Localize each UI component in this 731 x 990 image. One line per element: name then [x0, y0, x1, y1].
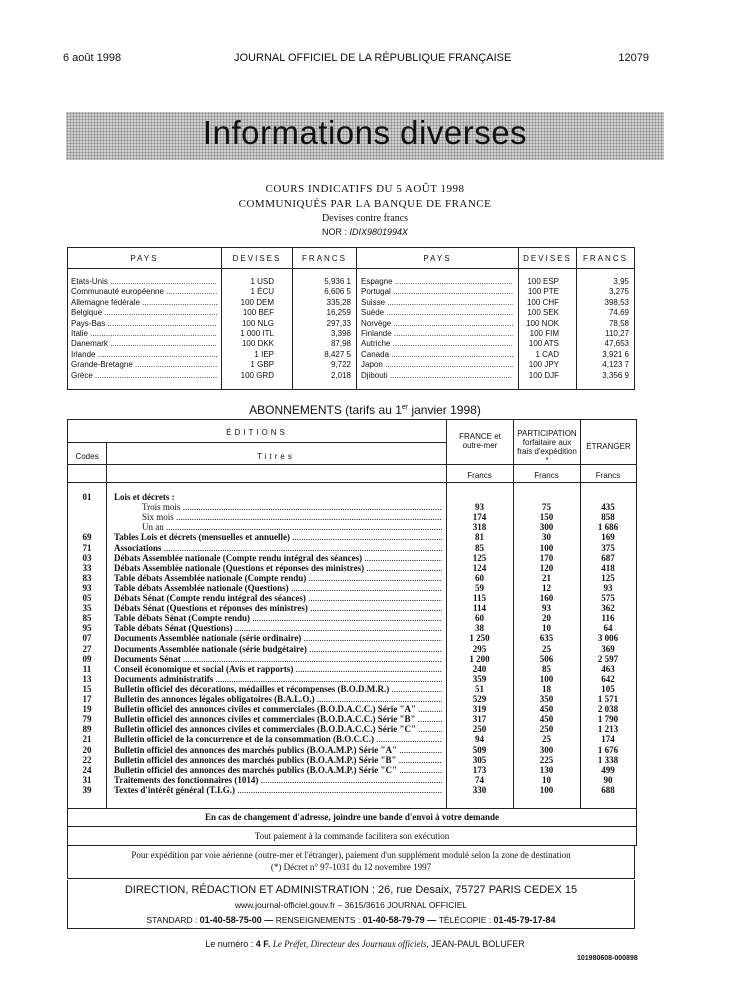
edition-title: Lois et décrets : — [114, 492, 175, 502]
price-participation: 20 — [542, 613, 551, 624]
price-participation: 450 — [539, 704, 554, 715]
cours-devises: Devises contre francs — [321, 213, 409, 224]
price-france: 60 — [475, 613, 484, 624]
price-etranger: 1 571 — [597, 694, 619, 704]
edition-code: 09 — [82, 653, 92, 664]
edition-code: 11 — [82, 663, 92, 674]
price-etranger: 858 — [601, 512, 615, 523]
price-etranger: 375 — [601, 542, 615, 553]
price-france: 174 — [472, 512, 487, 523]
section-banner — [66, 112, 664, 160]
edition-title: Débats Assemblée nationale (Compte rendu intégral des séances) ..... — [114, 553, 442, 564]
price-participation: 350 — [539, 694, 554, 704]
price-etranger: 369 — [601, 643, 615, 654]
currency-row — [71, 339, 351, 349]
country-name: Suède ..... — [361, 308, 513, 318]
edition-title: Un an ..... — [142, 522, 442, 533]
currency-row — [71, 287, 351, 297]
price-etranger: 125 — [601, 572, 615, 583]
col-francs-2: FRANCS — [583, 254, 628, 263]
edition-code: 85 — [82, 613, 92, 624]
website: www.journal-officiel.gouv.fr – 3615/3616 JOURNAL OFFICIEL — [234, 900, 468, 910]
col-codes: Codes — [75, 452, 99, 461]
price-etranger: 3 006 — [597, 633, 619, 644]
edition-code: 20 — [82, 744, 92, 755]
edition-title: Trois mois ..... — [142, 502, 442, 513]
currency-code: 100 DEM — [240, 297, 274, 307]
price-participation: 12 — [542, 582, 551, 593]
price-participation: 30 — [542, 532, 551, 543]
unit-etranger: Francs — [595, 471, 621, 480]
country-name: Grande-Bretagne ..... — [71, 360, 217, 370]
country-name: Finlande ..... — [361, 329, 513, 339]
price-participation: 160 — [539, 593, 554, 603]
price-etranger: 116 — [601, 613, 615, 624]
rate-value: 3,356 9 — [602, 370, 629, 380]
country-name: Allemagne fédérale ..... — [71, 298, 217, 308]
price-france: 318 — [472, 522, 487, 533]
price-france: 250 — [472, 724, 487, 735]
currency-row — [361, 350, 629, 360]
edition-title: Bulletin officiel des annonces civiles et commerciales (B.O.D.A.C.C.) Série "A" ..... — [114, 704, 442, 715]
col-etranger: ÉTRANGER — [586, 442, 631, 451]
price-etranger: 362 — [601, 603, 615, 614]
price-france: 1 250 — [469, 633, 490, 644]
edition-code: 89 — [82, 724, 92, 735]
currency-row — [71, 360, 351, 370]
country-name: Danemark ..... — [71, 339, 217, 349]
edition-title: Six mois ..... — [142, 512, 442, 523]
price-france: 93 — [475, 502, 484, 513]
decret-text: (*) Décret n° 97-1031 du 12 novembre 1997 — [270, 862, 432, 872]
col-pays-2: PAYS — [423, 254, 452, 263]
currency-table — [67, 247, 635, 390]
payment-note: Tout paiement à la commande facilitera son exécution — [67, 827, 637, 846]
currency-code: 100 JPY — [528, 360, 559, 370]
country-name: Espagne ..... — [361, 277, 513, 287]
address-change-note: En cas de changement d'adresse, joindre une bande d'envoi à votre demande — [67, 808, 637, 827]
col-devises-2: DEVISES — [523, 254, 572, 263]
edition-title: Bulletin officiel de la concurrence et de la consommation (B.O.C.C.) ..... — [114, 734, 442, 745]
currency-code: 100 DKK — [241, 339, 274, 349]
rate-value: 16,259 — [326, 308, 351, 318]
price-participation: 25 — [542, 734, 551, 745]
edition-title: Documents Sénat ..... — [114, 654, 442, 665]
edition-code: 17 — [82, 694, 92, 704]
currency-row — [71, 298, 351, 308]
unit-participation: Francs — [534, 471, 559, 480]
edition-code: 79 — [82, 714, 92, 725]
edition-title: Débats Sénat (Compte rendu intégral des séances) ..... — [114, 593, 442, 604]
shipping-note — [67, 846, 635, 879]
price-etranger: 174 — [601, 734, 615, 745]
issue-date: 6 août 1998 — [63, 52, 122, 64]
page-header — [63, 52, 649, 66]
rate-value: 2,018 — [330, 370, 351, 380]
price-etranger: 1 790 — [597, 714, 619, 725]
price-participation: 250 — [539, 724, 554, 735]
edition-code: 27 — [82, 643, 92, 654]
rate-value: 5,936 1 — [324, 277, 351, 286]
price-etranger: 688 — [601, 784, 615, 795]
nor-value: IDIX9801994X — [349, 227, 409, 237]
price-france: 125 — [472, 552, 487, 563]
edition-code: 39 — [82, 784, 92, 795]
price-france: 59 — [475, 582, 484, 593]
edition-code: 69 — [82, 532, 92, 543]
edition-title: Débats Sénat (Questions et réponses des ministres) ..... — [114, 603, 442, 614]
currency-code: 100 ATS — [528, 339, 559, 349]
rate-value: 78,58 — [608, 318, 629, 328]
rate-value: 47,653 — [604, 339, 629, 349]
edition-code: 95 — [82, 623, 92, 634]
price-etranger: 687 — [601, 552, 615, 563]
prefet: Le Préfet, Directeur des Journaux officiels, — [272, 939, 429, 949]
currency-row — [361, 298, 629, 308]
currency-row — [361, 371, 629, 381]
currency-row — [361, 319, 629, 329]
expedition-text: Pour expédition par voie aérienne (outre-mer et l'étranger), paiement d'un supplément modulé selon la zone de destination — [131, 850, 571, 860]
abonnements-title: ABONNEMENTS (tarifs au 1er janvier 1998) — [249, 403, 481, 417]
currency-row — [361, 360, 629, 370]
price-participation: 85 — [542, 663, 551, 674]
edition-title: Table débats Sénat (Questions) ..... — [114, 623, 442, 634]
edition-title: Tables Lois et décrets (mensuelles et annuelle) ..... — [114, 532, 442, 543]
price-france: 319 — [472, 704, 487, 715]
price-france: 115 — [472, 593, 486, 603]
currency-code: 100 ESP — [527, 277, 559, 286]
rate-value: 87,98 — [330, 339, 351, 349]
issue-price: Le numéro : 4 F. Le Préfet, Directeur des Journaux officiels, JEAN-PAUL BOLUFER — [205, 939, 525, 949]
price-france: 173 — [472, 764, 487, 775]
currency-row — [71, 329, 351, 339]
country-name: Etats-Unis ..... — [71, 277, 217, 287]
rate-value: 8,427 5 — [324, 349, 351, 359]
edition-title: Bulletin officiel des annonces civiles et commerciales (B.O.D.A.C.C.) Série "B" ..... — [114, 714, 442, 725]
phone-numbers: STANDARD : 01-40-58-75-00 — RENSEIGNEMENTS : 01-40-58-79-79 — TÉLÉCOPIE : 01-45-79-17-84 — [146, 915, 556, 925]
currency-code: 100 NOK — [526, 318, 559, 328]
edition-code: 05 — [82, 593, 92, 603]
currency-code: 100 GRD — [240, 370, 274, 380]
price-participation: 635 — [539, 633, 554, 644]
col-francs: FRANCS — [302, 254, 347, 263]
price-participation: 100 — [539, 784, 554, 795]
edition-title: Bulletin des annonces légales obligatoires (B.A.L.O.) ..... — [114, 694, 442, 705]
country-name: Communauté européenne ..... — [71, 287, 217, 297]
price-etranger: 1 686 — [597, 522, 619, 533]
edition-title: Conseil économique et social (Avis et rapports) ..... — [114, 664, 442, 675]
edition-code: 35 — [82, 603, 92, 614]
unit-france: Francs — [467, 471, 492, 480]
rate-value: 74,69 — [608, 308, 629, 318]
price-france: 94 — [475, 734, 484, 745]
country-name: Pays-Bas ..... — [71, 319, 217, 329]
price-etranger: 463 — [601, 663, 615, 674]
edition-title: Bulletin officiel des annonces civiles et commerciales (B.O.D.A.C.C.) Série "C" ..... — [114, 724, 442, 735]
price-etranger: 418 — [601, 562, 615, 573]
price-participation: 120 — [539, 562, 554, 573]
rate-value: 4,123 7 — [602, 360, 629, 370]
edition-title: Associations ..... — [114, 543, 442, 554]
price-participation: 225 — [539, 754, 554, 765]
edition-code: 83 — [82, 572, 92, 583]
price-etranger: 575 — [601, 593, 615, 603]
currency-code: 1 GBP — [250, 360, 274, 370]
edition-title: Documents Assemblée nationale (série ordinaire) ..... — [114, 633, 442, 644]
price-participation: 21 — [542, 572, 551, 583]
currency-row — [361, 277, 629, 287]
country-name: Belgique ..... — [71, 308, 217, 318]
price-participation: 10 — [542, 623, 551, 634]
currency-code: 100 BEF — [242, 308, 274, 318]
currency-row — [71, 371, 351, 381]
price-participation: 450 — [539, 714, 554, 725]
nor-label: NOR : — [321, 227, 347, 237]
price-participation: 170 — [539, 552, 554, 563]
price-etranger: 64 — [603, 623, 613, 634]
col-devises: DEVISES — [232, 254, 282, 263]
country-name: Norvège ..... — [361, 319, 513, 329]
document-reference: 101980608-000898 — [577, 955, 638, 962]
price-france: 330 — [472, 784, 487, 795]
edition-title: Documents administratifs ..... — [114, 674, 442, 685]
currency-code: 100 PTE — [527, 287, 559, 297]
rate-value: 3,921 6 — [602, 349, 629, 359]
price-etranger: 499 — [601, 764, 615, 775]
price-france: 81 — [475, 532, 484, 543]
price-etranger: 435 — [601, 502, 615, 513]
price-etranger: 169 — [601, 532, 615, 543]
country-name: Djibouti ..... — [361, 371, 513, 381]
edition-code: 31 — [82, 774, 92, 785]
edition-code: 93 — [82, 582, 92, 593]
price-france: 38 — [475, 623, 484, 634]
price-france: 60 — [475, 572, 484, 583]
col-pays: PAYS — [130, 254, 159, 263]
price-etranger: 93 — [603, 582, 613, 593]
edition-code: 24 — [82, 764, 92, 775]
price-participation: 300 — [539, 522, 554, 533]
currency-code: 100 DJF — [528, 370, 559, 380]
edition-title: Bulletin officiel des annonces des marchés publics (B.O.A.M.P.) Série "B" ..... — [114, 755, 442, 766]
cours-title: COURS INDICATIFS DU 5 AOÛT 1998 — [265, 183, 465, 195]
country-name: Italie ..... — [71, 329, 217, 339]
price-etranger: 2 038 — [597, 704, 619, 715]
price-france: 74 — [475, 774, 484, 785]
price-etranger: 1 338 — [597, 754, 619, 765]
contact-box — [67, 880, 635, 929]
price-france: 295 — [472, 643, 487, 654]
standard-number: 01-40-58-75-00 — [199, 915, 262, 925]
rate-value: 3,275 — [608, 287, 629, 297]
edition-title: Table débats Sénat (Compte rendu) ..... — [114, 613, 442, 624]
edition-code: 71 — [82, 542, 92, 553]
col-participation: PARTICIPATION forfaitaire aux frais d'expédition * — [517, 429, 577, 465]
price-participation: 93 — [542, 603, 551, 614]
price-etranger: 1 676 — [597, 744, 619, 755]
edition-code: 13 — [82, 673, 92, 684]
price-france: 85 — [475, 542, 484, 553]
currency-row — [71, 308, 351, 318]
col-editions: ÉDITIONS — [226, 428, 288, 437]
country-name: Autriche ..... — [361, 339, 513, 349]
direction-address: DIRECTION, RÉDACTION ET ADMINISTRATION : 26, rue Desaix, 75727 PARIS CEDEX 15 — [124, 884, 578, 896]
edition-title: Bulletin officiel des décorations, médailles et récompenses (B.O.D.M.R.) ..... — [114, 684, 442, 695]
rate-value: 110,27 — [605, 329, 629, 338]
country-name: Portugal ..... — [361, 287, 513, 297]
price-france: 529 — [472, 694, 487, 704]
cours-subtitle: COMMUNIQUÉS PAR LA BANQUE DE FRANCE — [238, 198, 492, 210]
price-participation: 130 — [539, 764, 554, 775]
subscription-row — [68, 785, 636, 796]
currency-row — [71, 319, 351, 329]
subscription-table — [67, 419, 637, 809]
edition-code: 19 — [82, 704, 92, 715]
rate-value: 3,398 — [330, 329, 351, 338]
country-name: Japon ..... — [361, 360, 513, 370]
currency-code: 100 CHF — [526, 297, 559, 307]
edition-title: Bulletin officiel des annonces des marchés publics (B.O.A.M.P.) Série "C" ..... — [114, 765, 442, 776]
rate-value: 335,28 — [326, 297, 351, 307]
edition-code: 01 — [82, 492, 92, 502]
price-etranger: 105 — [601, 683, 615, 694]
price-etranger: 2 597 — [597, 653, 619, 664]
price-etranger: 642 — [601, 673, 615, 684]
edition-code: 33 — [82, 562, 92, 573]
price-participation: 18 — [542, 683, 551, 694]
col-france: FRANCE et outre-mer — [459, 432, 501, 450]
currency-code: 100 SEK — [527, 308, 559, 318]
price-participation: 10 — [542, 774, 551, 785]
price-france: 317 — [472, 714, 487, 725]
country-name: Irlande ..... — [71, 350, 217, 360]
rate-value: 297,33 — [326, 318, 351, 328]
edition-title: Table débats Assemblée nationale (Compte rendu) ..... — [114, 573, 442, 584]
price-etranger: 1 213 — [597, 724, 619, 735]
renseignements-number: 01-40-58-79-79 — [362, 915, 425, 925]
edition-title: Bulletin officiel des annonces des marchés publics (B.O.A.M.P.) Série "A" ..... — [114, 745, 442, 756]
price-participation: 150 — [539, 512, 554, 523]
prefet-name: JEAN-PAUL BOLUFER — [431, 939, 525, 949]
edition-code: 03 — [82, 552, 92, 563]
edition-title: Documents Assemblée nationale (série budgétaire) ..... — [114, 644, 442, 655]
section-title: Informations diverses — [202, 114, 528, 151]
rate-value: 9,722 — [330, 360, 351, 370]
currency-row — [71, 277, 351, 287]
country-name: Canada ..... — [361, 350, 513, 360]
price-participation: 75 — [542, 502, 551, 513]
country-name: Suisse ..... — [361, 298, 513, 308]
edition-title: Table débats Assemblée nationale (Questions) ..... — [114, 583, 442, 594]
currency-code: 1 CAD — [535, 349, 559, 359]
currency-row — [361, 339, 629, 349]
currency-row — [361, 329, 629, 339]
currency-row — [361, 308, 629, 318]
price-france: 359 — [472, 673, 487, 684]
price-france: 124 — [472, 562, 487, 573]
edition-title: Textes d'intérêt général (T.I.G.) ..... — [114, 785, 442, 796]
price-france: 509 — [472, 744, 487, 755]
price-france: 51 — [475, 683, 484, 694]
rate-value: 6,606 5 — [324, 287, 351, 297]
price-france: 305 — [472, 754, 487, 765]
col-titres: Titres — [257, 452, 295, 461]
currency-code: 1 000 ITL — [240, 329, 274, 338]
edition-code: 15 — [82, 683, 92, 694]
currency-code: 1 IEP — [254, 349, 274, 359]
price-france: 114 — [472, 603, 486, 614]
currency-row — [361, 287, 629, 297]
edition-title: Traitements des fonctionnaires (1014) ..... — [114, 775, 442, 786]
rate-value: 398,53 — [604, 297, 629, 307]
price-participation: 506 — [539, 653, 554, 664]
rate-value: 3,95 — [613, 277, 629, 286]
currency-code: 1 USD — [250, 277, 274, 286]
currency-code: 100 NLG — [241, 318, 274, 328]
cours-nor — [66, 227, 664, 237]
page-number: 12079 — [618, 52, 649, 64]
edition-code: 07 — [82, 633, 92, 644]
telecopie-number: 01-45-79-17-84 — [493, 915, 556, 925]
edition-title: Débats Assemblée nationale (Questions et réponses des ministres) ..... — [114, 563, 442, 574]
price-france: 240 — [472, 663, 487, 674]
currency-row — [71, 350, 351, 360]
price-participation: 25 — [542, 643, 551, 654]
price-participation: 300 — [539, 744, 554, 755]
price-france: 1 200 — [469, 653, 490, 664]
edition-code: 21 — [82, 734, 92, 745]
edition-code: 22 — [82, 754, 92, 765]
price-etranger: 90 — [603, 774, 613, 785]
price-participation: 100 — [539, 542, 554, 553]
journal-name: JOURNAL OFFICIEL DE LA RÉPUBLIQUE FRANÇAISE — [234, 52, 512, 64]
currency-code: 100 FIM — [529, 329, 559, 338]
currency-code: 1 ÉCU — [250, 287, 274, 297]
price-participation: 100 — [539, 673, 554, 684]
country-name: Grèce ..... — [71, 371, 217, 381]
